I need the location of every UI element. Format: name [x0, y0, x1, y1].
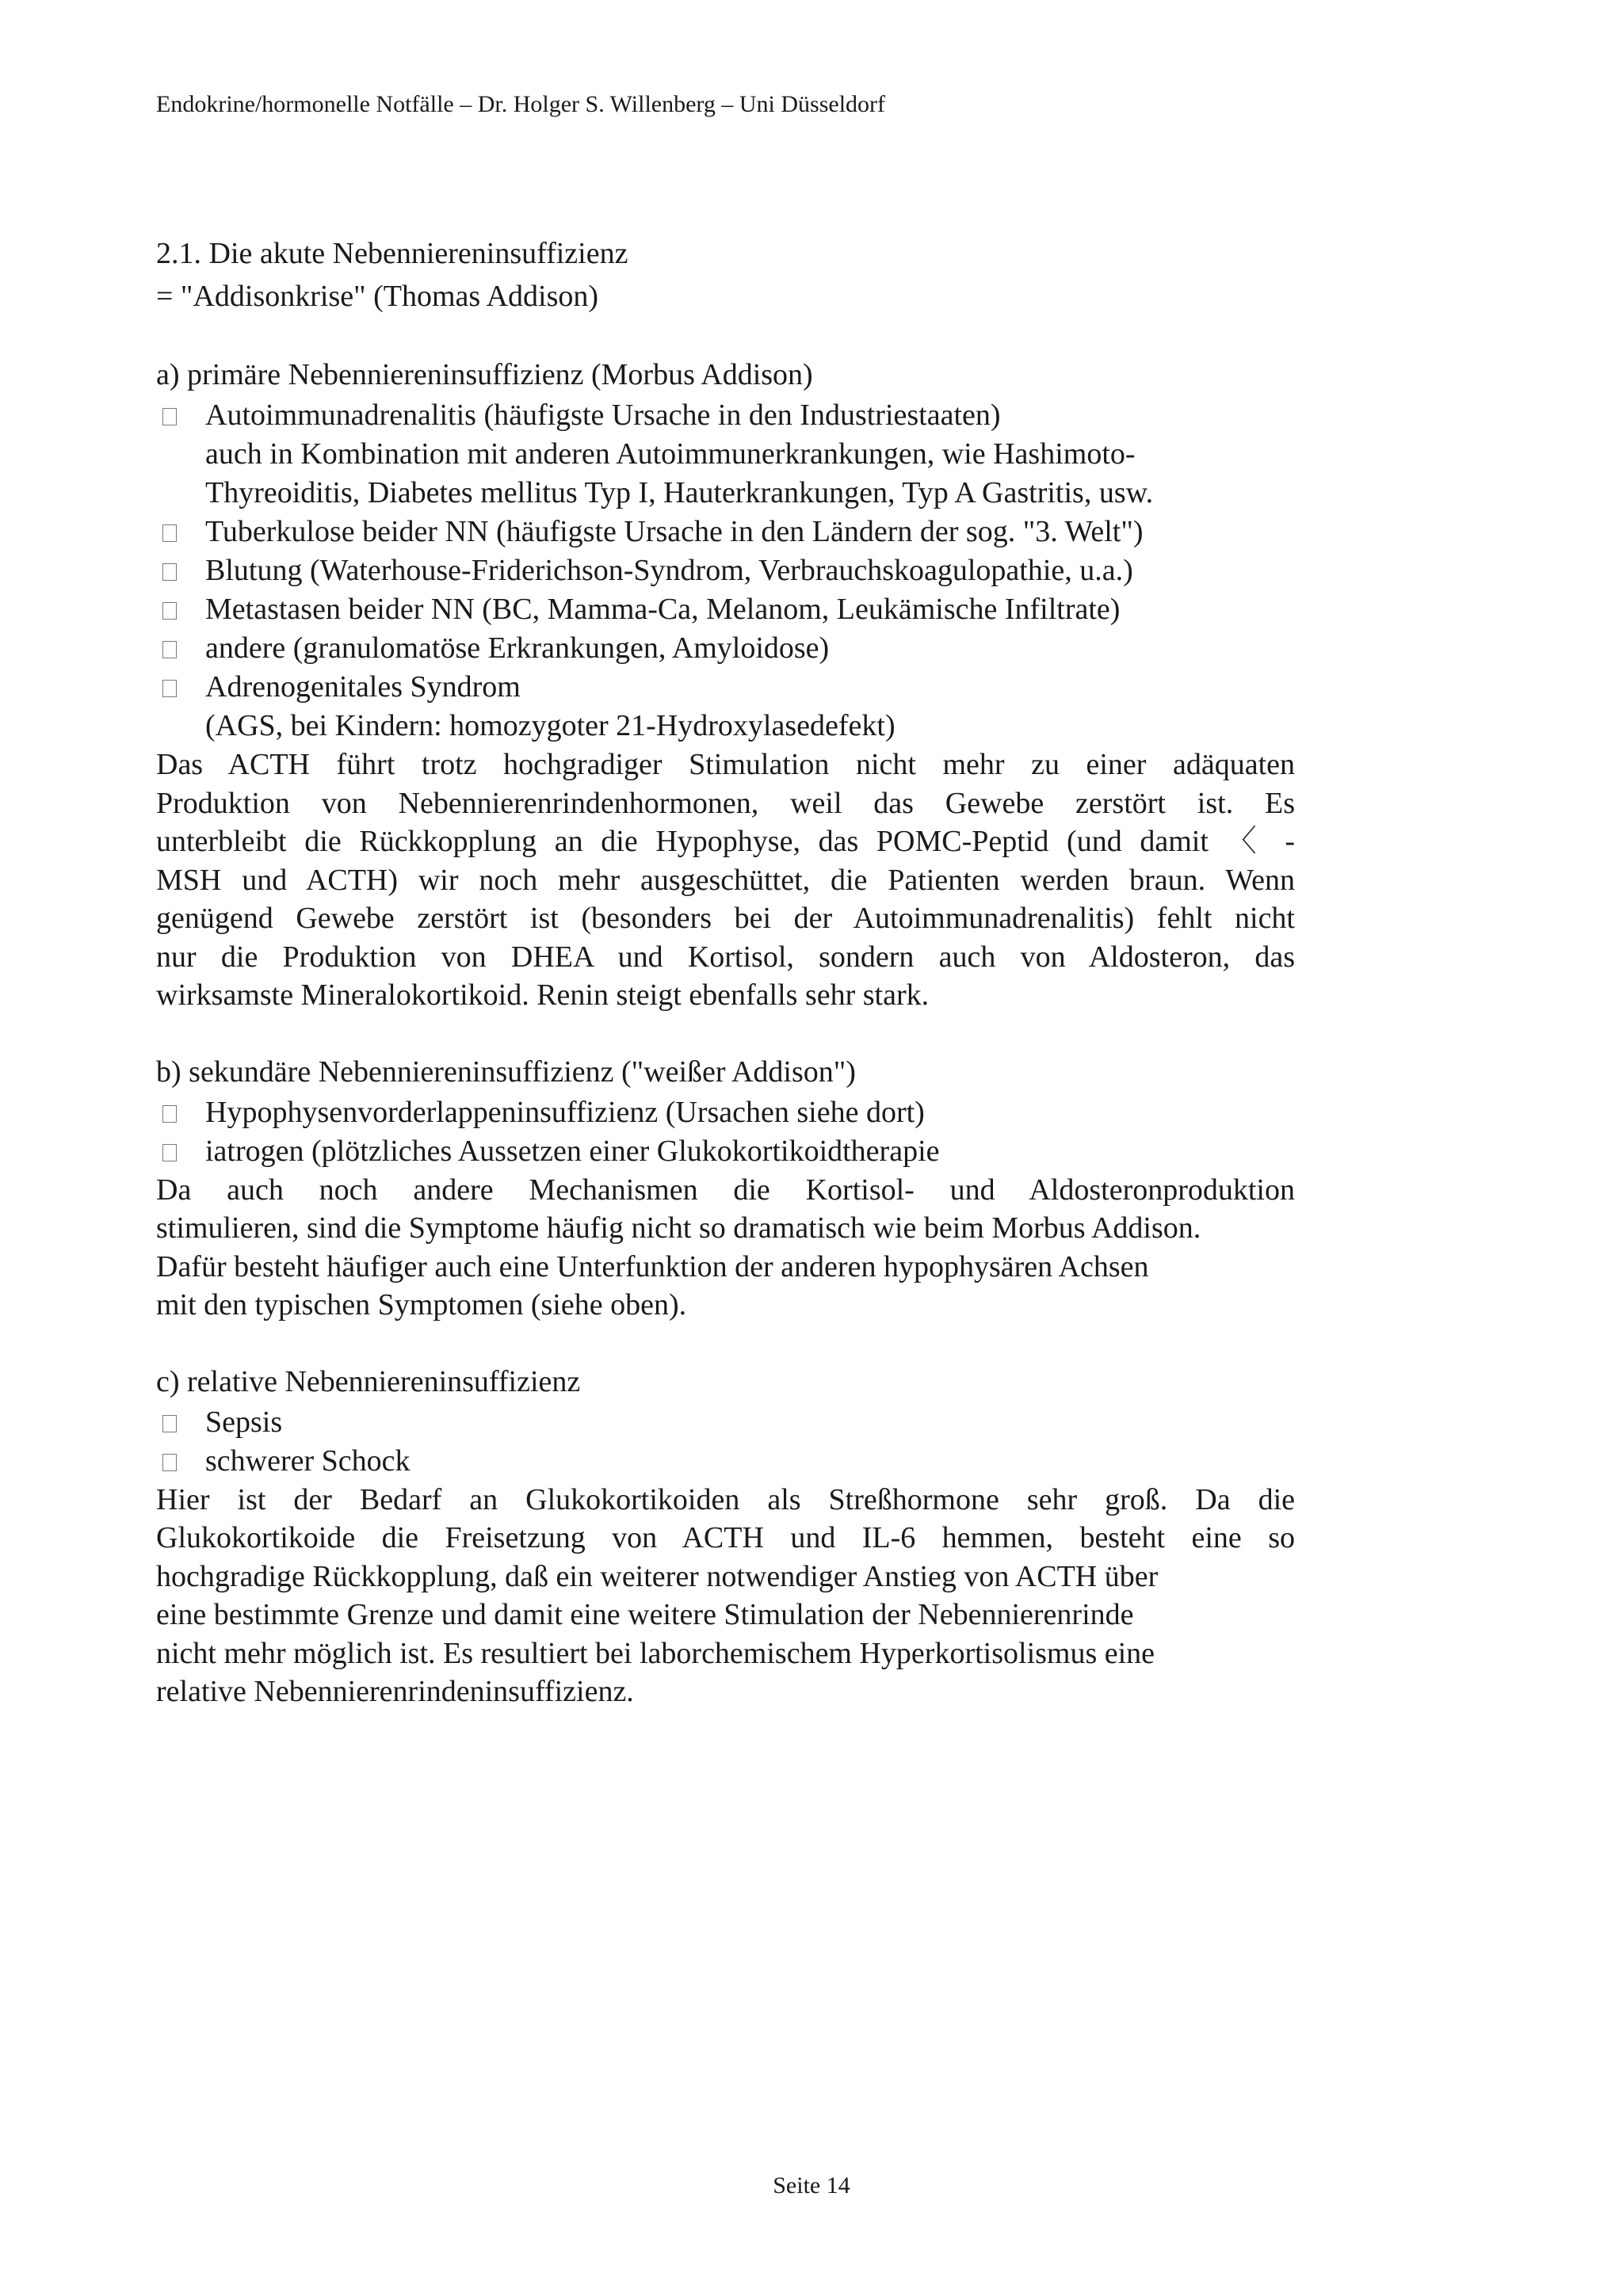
list-item — [156, 1442, 1305, 1481]
list-item — [156, 1093, 1305, 1132]
paragraph-line: hochgradige Rückkopplung, daß ein weiterer notwendiger Anstieg von ACTH über — [156, 1559, 1159, 1593]
list-item-label: Adrenogenitales Syndrom — [205, 670, 521, 704]
list-item — [156, 629, 1305, 668]
section-a-heading: a) primäre Nebenniereninsuffizienz (Morbus Addison) — [156, 358, 813, 391]
paragraph-line: eine bestimmte Grenze und damit eine weitere Stimulation der Nebennierenrinde — [156, 1598, 1134, 1631]
paragraph-line: Da auch noch andere Mechanismen die Kortisol- und Aldosteronproduktion — [156, 1173, 1295, 1207]
section-a-paragraph — [156, 746, 1295, 1015]
page-header: Endokrine/hormonelle Notfälle – Dr. Holger S. Willenberg – Uni Düsseldorf — [156, 91, 886, 117]
list-item — [156, 396, 1305, 435]
paragraph-line: nicht mehr möglich ist. Es resultiert bei laborchemischem Hyperkortisolismus eine — [156, 1636, 1155, 1670]
paragraph-line: Dafür besteht häufiger auch eine Unterfunktion der anderen hypophysären Achsen — [156, 1249, 1149, 1283]
checkbox-bullet-icon — [162, 408, 177, 425]
page-number: Seite 14 — [773, 2172, 850, 2199]
section-c-heading: c) relative Nebenniereninsuffizienz — [156, 1364, 581, 1398]
paragraph-line: MSH und ACTH) wir noch mehr ausgeschüttet, die Patienten werden braun. Wenn — [156, 863, 1295, 897]
section-subtitle: = "Addisonkrise" (Thomas Addison) — [156, 280, 599, 313]
paragraph-line: nur die Produktion von DHEA und Kortisol, sondern auch von Aldosteron, das — [156, 940, 1295, 974]
list-item — [156, 1403, 1305, 1442]
paragraph-line: mit den typischen Symptomen (siehe oben). — [156, 1288, 687, 1322]
list-item-label: Tuberkulose beider NN (häufigste Ursache in den Ländern der sog. "3. Welt") — [205, 515, 1144, 548]
list-item — [156, 590, 1305, 629]
checkbox-bullet-icon — [162, 680, 177, 697]
paragraph-line: unterbleibt die Rückkopplung an die Hypophyse, das POMC-Peptid (und damit 〈 - — [156, 825, 1295, 858]
checkbox-bullet-icon — [162, 602, 177, 620]
paragraph-line: Produktion von Nebennierenrindenhormonen, weil das Gewebe zerstört ist. Es — [156, 786, 1295, 820]
checkbox-bullet-icon — [162, 563, 177, 581]
checkbox-bullet-icon — [162, 641, 177, 658]
list-item-continuation: (AGS, bei Kindern: homozygoter 21-Hydroxylasedefekt) — [205, 709, 896, 742]
list-item-label: Blutung (Waterhouse-Friderichson-Syndrom, Verbrauchskoagulopathie, u.a.) — [205, 554, 1133, 587]
paragraph-line: genügend Gewebe zerstört ist (besonders bei der Autoimmunadrenalitis) fehlt nicht — [156, 902, 1295, 935]
list-item-label: Autoimmunadrenalitis (häufigste Ursache in den Industriestaaten) — [205, 399, 1001, 432]
list-item-continuation: Thyreoiditis, Diabetes mellitus Typ I, Hauterkrankungen, Typ A Gastritis, usw. — [205, 476, 1154, 509]
checkbox-bullet-icon — [162, 1454, 177, 1471]
checkbox-bullet-icon — [162, 1105, 177, 1123]
document-body — [156, 232, 1305, 1711]
spacer — [156, 1015, 1305, 1051]
list-item — [156, 1132, 1305, 1171]
list-item-label: iatrogen (plötzliches Aussetzen einer Glukokortikoidtherapie — [205, 1134, 940, 1168]
section-b-heading: b) sekundäre Nebenniereninsuffizienz ("weißer Addison") — [156, 1055, 856, 1089]
paragraph-line: Hier ist der Bedarf an Glukokortikoiden als Streßhormone sehr groß. Da die — [156, 1482, 1295, 1516]
list-item-continuation: auch in Kombination mit anderen Autoimmunerkrankungen, wie Hashimoto- — [205, 437, 1136, 471]
paragraph-line: stimulieren, sind die Symptome häufig nicht so dramatisch wie beim Morbus Addison. — [156, 1211, 1201, 1245]
checkbox-bullet-icon — [162, 524, 177, 542]
checkbox-bullet-icon — [162, 1415, 177, 1432]
list-item — [156, 668, 1305, 707]
paragraph-line: Glukokortikoide die Freisetzung von ACTH und IL-6 hemmen, besteht eine so — [156, 1521, 1295, 1554]
list-item — [156, 551, 1305, 590]
list-item-label: Hypophysenvorderlappeninsuffizienz (Ursachen siehe dort) — [205, 1095, 925, 1129]
spacer — [156, 318, 1305, 353]
paragraph-line: Das ACTH führt trotz hochgradiger Stimulation nicht mehr zu einer adäquaten — [156, 748, 1295, 781]
list-item-label: Metastasen beider NN (BC, Mamma-Ca, Melanom, Leukämische Infiltrate) — [205, 593, 1121, 626]
checkbox-bullet-icon — [162, 1144, 177, 1161]
list-item-label: schwerer Schock — [205, 1444, 411, 1478]
list-item — [156, 513, 1305, 551]
paragraph-line: relative Nebennierenrindeninsuffizienz. — [156, 1675, 634, 1708]
section-b-paragraph — [156, 1171, 1295, 1325]
spacer — [156, 1325, 1305, 1360]
section-title: 2.1. Die akute Nebenniereninsuffizienz — [156, 237, 628, 270]
section-c-paragraph — [156, 1481, 1295, 1711]
list-item-label: andere (granulomatöse Erkrankungen, Amyloidose) — [205, 631, 830, 665]
list-item-label: Sepsis — [205, 1405, 283, 1439]
paragraph-line: wirksamste Mineralokortikoid. Renin steigt ebenfalls sehr stark. — [156, 978, 930, 1012]
